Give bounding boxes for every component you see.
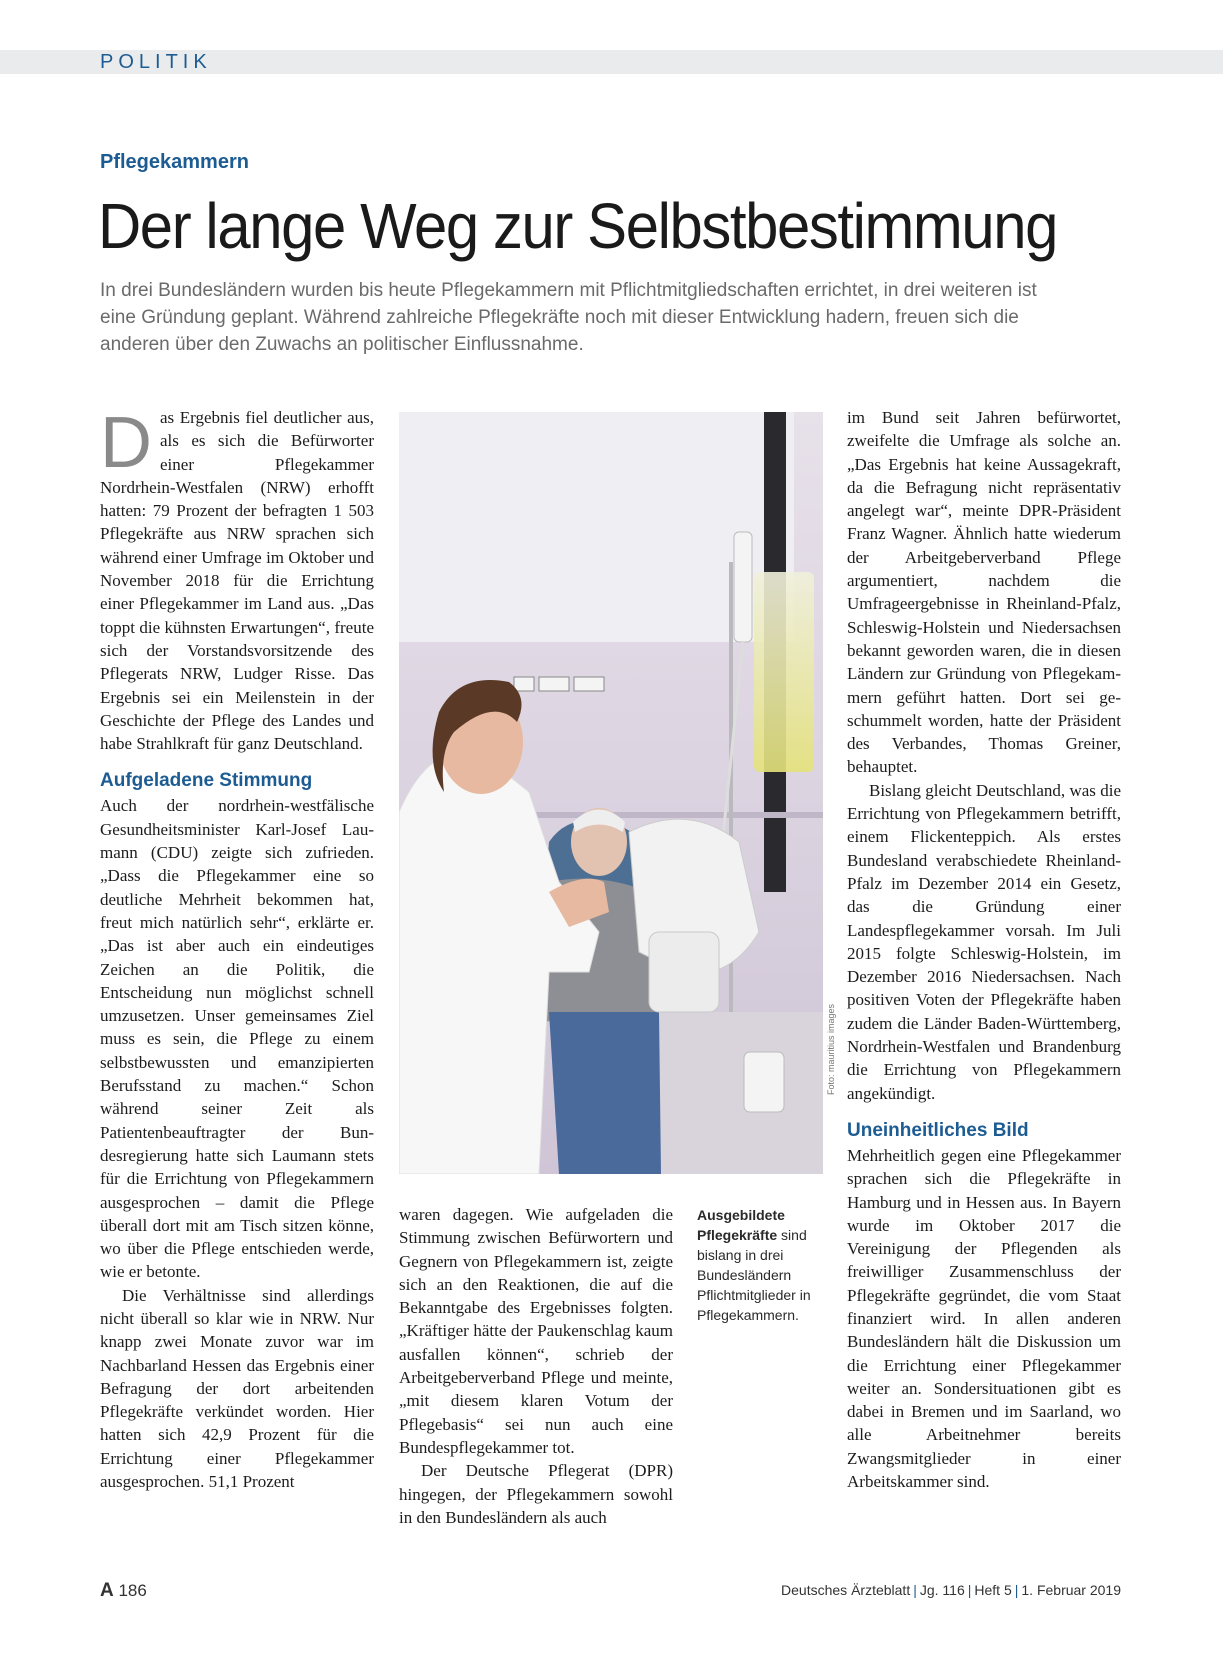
page-number-value: 186 [118, 1581, 147, 1600]
page-prefix: A [100, 1580, 114, 1601]
article-title: Der lange Weg zur Selbstbestimmung [98, 190, 1057, 262]
page-number [100, 1580, 147, 1602]
dropcap: D [100, 403, 152, 483]
article-lead: In drei Bundesländern wurden bis heute Pflegekammern mit Pflichtmitgliedschaften errichtet, in drei weiteren ist eine Gründung geplant. Während zahlreiche Pflegekräfte noch mit dieser Entwicklung hadern, freuen sich die anderen über den Zuwachs an politischer Einflussnahme. [100, 280, 1037, 355]
journal-name: Deutsches Ärzteblatt [781, 1582, 911, 1598]
separator: | [913, 1582, 917, 1598]
caption-text: sind bislang in drei Bundesländern Pflichtmitglieder in Pflegekammern. [697, 1227, 811, 1323]
paragraph: as Ergebnis fiel deutlicher aus, als es sich die Befürworter einer Pflegekammer Nordrhein-Westfalen (NRW) erhofft hatten: 79 Prozent der befragten 1 503 Pflegekräfte aus NRW sprachen sich während einer Umfrage im Oktober und November 2018 für die Errichtung einer Pflegekammer im Land aus. „Das toppt die kühnsten Erwartungen“, freute sich der Vorstandsvorsitzende des Pflegerats NRW, Ludger Risse. Das Ergebnis sei ein Meilenstein in der Geschichte der Pflege des Landes und habe Strahlkraft für ganz Deutschland. [100, 408, 374, 754]
photo-credit: Foto: mauritius images [826, 1003, 836, 1095]
nurse-patient-photo [399, 412, 823, 1174]
text-column-1 [100, 403, 374, 1493]
photo-caption [697, 1205, 825, 1325]
text-column-2 [399, 1203, 673, 1529]
separator: | [967, 1582, 972, 1598]
article-kicker: Pflegekammern [100, 151, 249, 173]
paragraph: Bislang gleicht Deutschland, was die Errichtung von Pflegekammern betrifft, einem Flickenteppich. Als erstes Bundesland verabschiedete Rheinland-Pfalz im Dezember 2014 ein Gesetz, das die Gründung einer Landespflegekammer vorsah. Im Juli 2015 folgte Schleswig-Holstein, im Dezember 2016 Niedersachsen. Nach positiven Voten der Pflegekräfte haben zudem die Länder Baden-Württemberg, Nordrhein-Westfalen und Brandenburg die Errichtung von Pflegekammern angekündigt. [847, 780, 1121, 1103]
journal-volume: Jg. 116 [919, 1582, 965, 1598]
paragraph: Die Verhältnisse sind allerdings nicht überall so klar wie in NRW. Nur knapp zwei Monate zuvor war im Nachbarland Hessen das Ergebnis einer Befragung der dort arbeitenden Pflegekräfte verkündet worden. Hier hatten sich 42,9 Prozent für die Errichtung einer Pflegekammer ausgesprochen. 51,1 Prozent [100, 1285, 374, 1492]
article-photo [399, 412, 823, 1174]
paragraph: waren dagegen. Wie aufgeladen die Stimmung zwischen Befürwortern und Gegnern von Pflegekammern ist, zeigte sich an den Reaktionen, die auf die Bekanntgabe des Ergebnisses folgten. „Kräftiger hätte der Paukenschlag kaum ausfallen können“, schrieb der Arbeitgeberverband Pflege und meinte, „mit diesem klaren Votum der Pflegebasis“ sei nun auch eine Bundespflegekammer tot. [399, 1205, 673, 1457]
separator: | [1014, 1582, 1019, 1598]
paragraph: Auch der nordrhein-westfälische Gesundheitsminister Karl-Josef Laumann (CDU) zeigte sich zufrieden. „Dass die Pflegekammer eine so deutliche Mehrheit bekommen hat, freut mich natürlich sehr“, erklärte er. „Das ist aber auch ein eindeutiges Zeichen an die Politik, die Entscheidung nun möglichst schnell umzusetzen. Unser gemeinsames Ziel muss es sein, die Pflege zu einem selbstbewussten und emanzipierten Berufsstand zu machen.“ Schon während seiner Zeit als Patientenbeauftragter der Bundesregierung hatte sich Laumann stets für die Errichtung von Pflegekammern ausgesprochen – damit die Pflege überall dort mit am Tisch sitzen könne, wo über die Pflege entschieden werde, wie er betonte. [100, 796, 374, 1282]
paragraph: im Bund seit Jahren befürwortet, zweifelte die Umfrage als solche an. „Das Ergebnis hat keine Aussagekraft, da die Befragung nicht repräsentativ angelegt war“, meinte DPR-Präsident Franz Wagner. Ähnlich hatte wiederum der Arbeitgeberverband Pflege argumentiert, nachdem die Umfrageergebnisse in Rheinland-Pfalz, Schleswig-Holstein und Niedersachsen bekannt geworden waren, die in diesen Ländern zur Gründung von Pflegekammern geführt hatten. Dort sei geschummelt worden, hatte der Präsident des Verbandes, Thomas Greiner, behauptet. [847, 408, 1121, 777]
journal-info [781, 1582, 1121, 1598]
text-column-3 [847, 406, 1121, 1493]
caption-bold: Ausgebildete Pflegekräfte [697, 1207, 785, 1243]
journal-issue: Heft 5 [974, 1582, 1012, 1598]
section-label: POLITIK [100, 51, 212, 73]
paragraph: Der Deutsche Pflegerat (DPR) hingegen, der Pflegekammern sowohl in den Bundesländern als auch [399, 1461, 673, 1527]
paragraph: Mehrheitlich gegen eine Pflegekammer sprachen sich die Pflegekräfte in Hamburg und in Hessen aus. In Bayern wurde im Oktober 2017 die Vereinigung der Pflegenden als freiwilliger Zusammenschluss der Pflegekräfte gegründet, die vom Staat finanziert wird. In allen anderen Bundesländern hält die Diskussion um die Errichtung einer Pflegekammer weiter an. Sondersituationen gibt es dabei in Bremen und im Saarland, wo alle Arbeitnehmer bereits Zwangsmitglieder in einer Arbeitskammer sind. [847, 1145, 1121, 1492]
subheading: Uneinheitliches Bild [847, 1119, 1029, 1141]
journal-date: 1. Februar 2019 [1021, 1582, 1121, 1598]
subheading: Aufgeladene Stimmung [100, 770, 313, 792]
